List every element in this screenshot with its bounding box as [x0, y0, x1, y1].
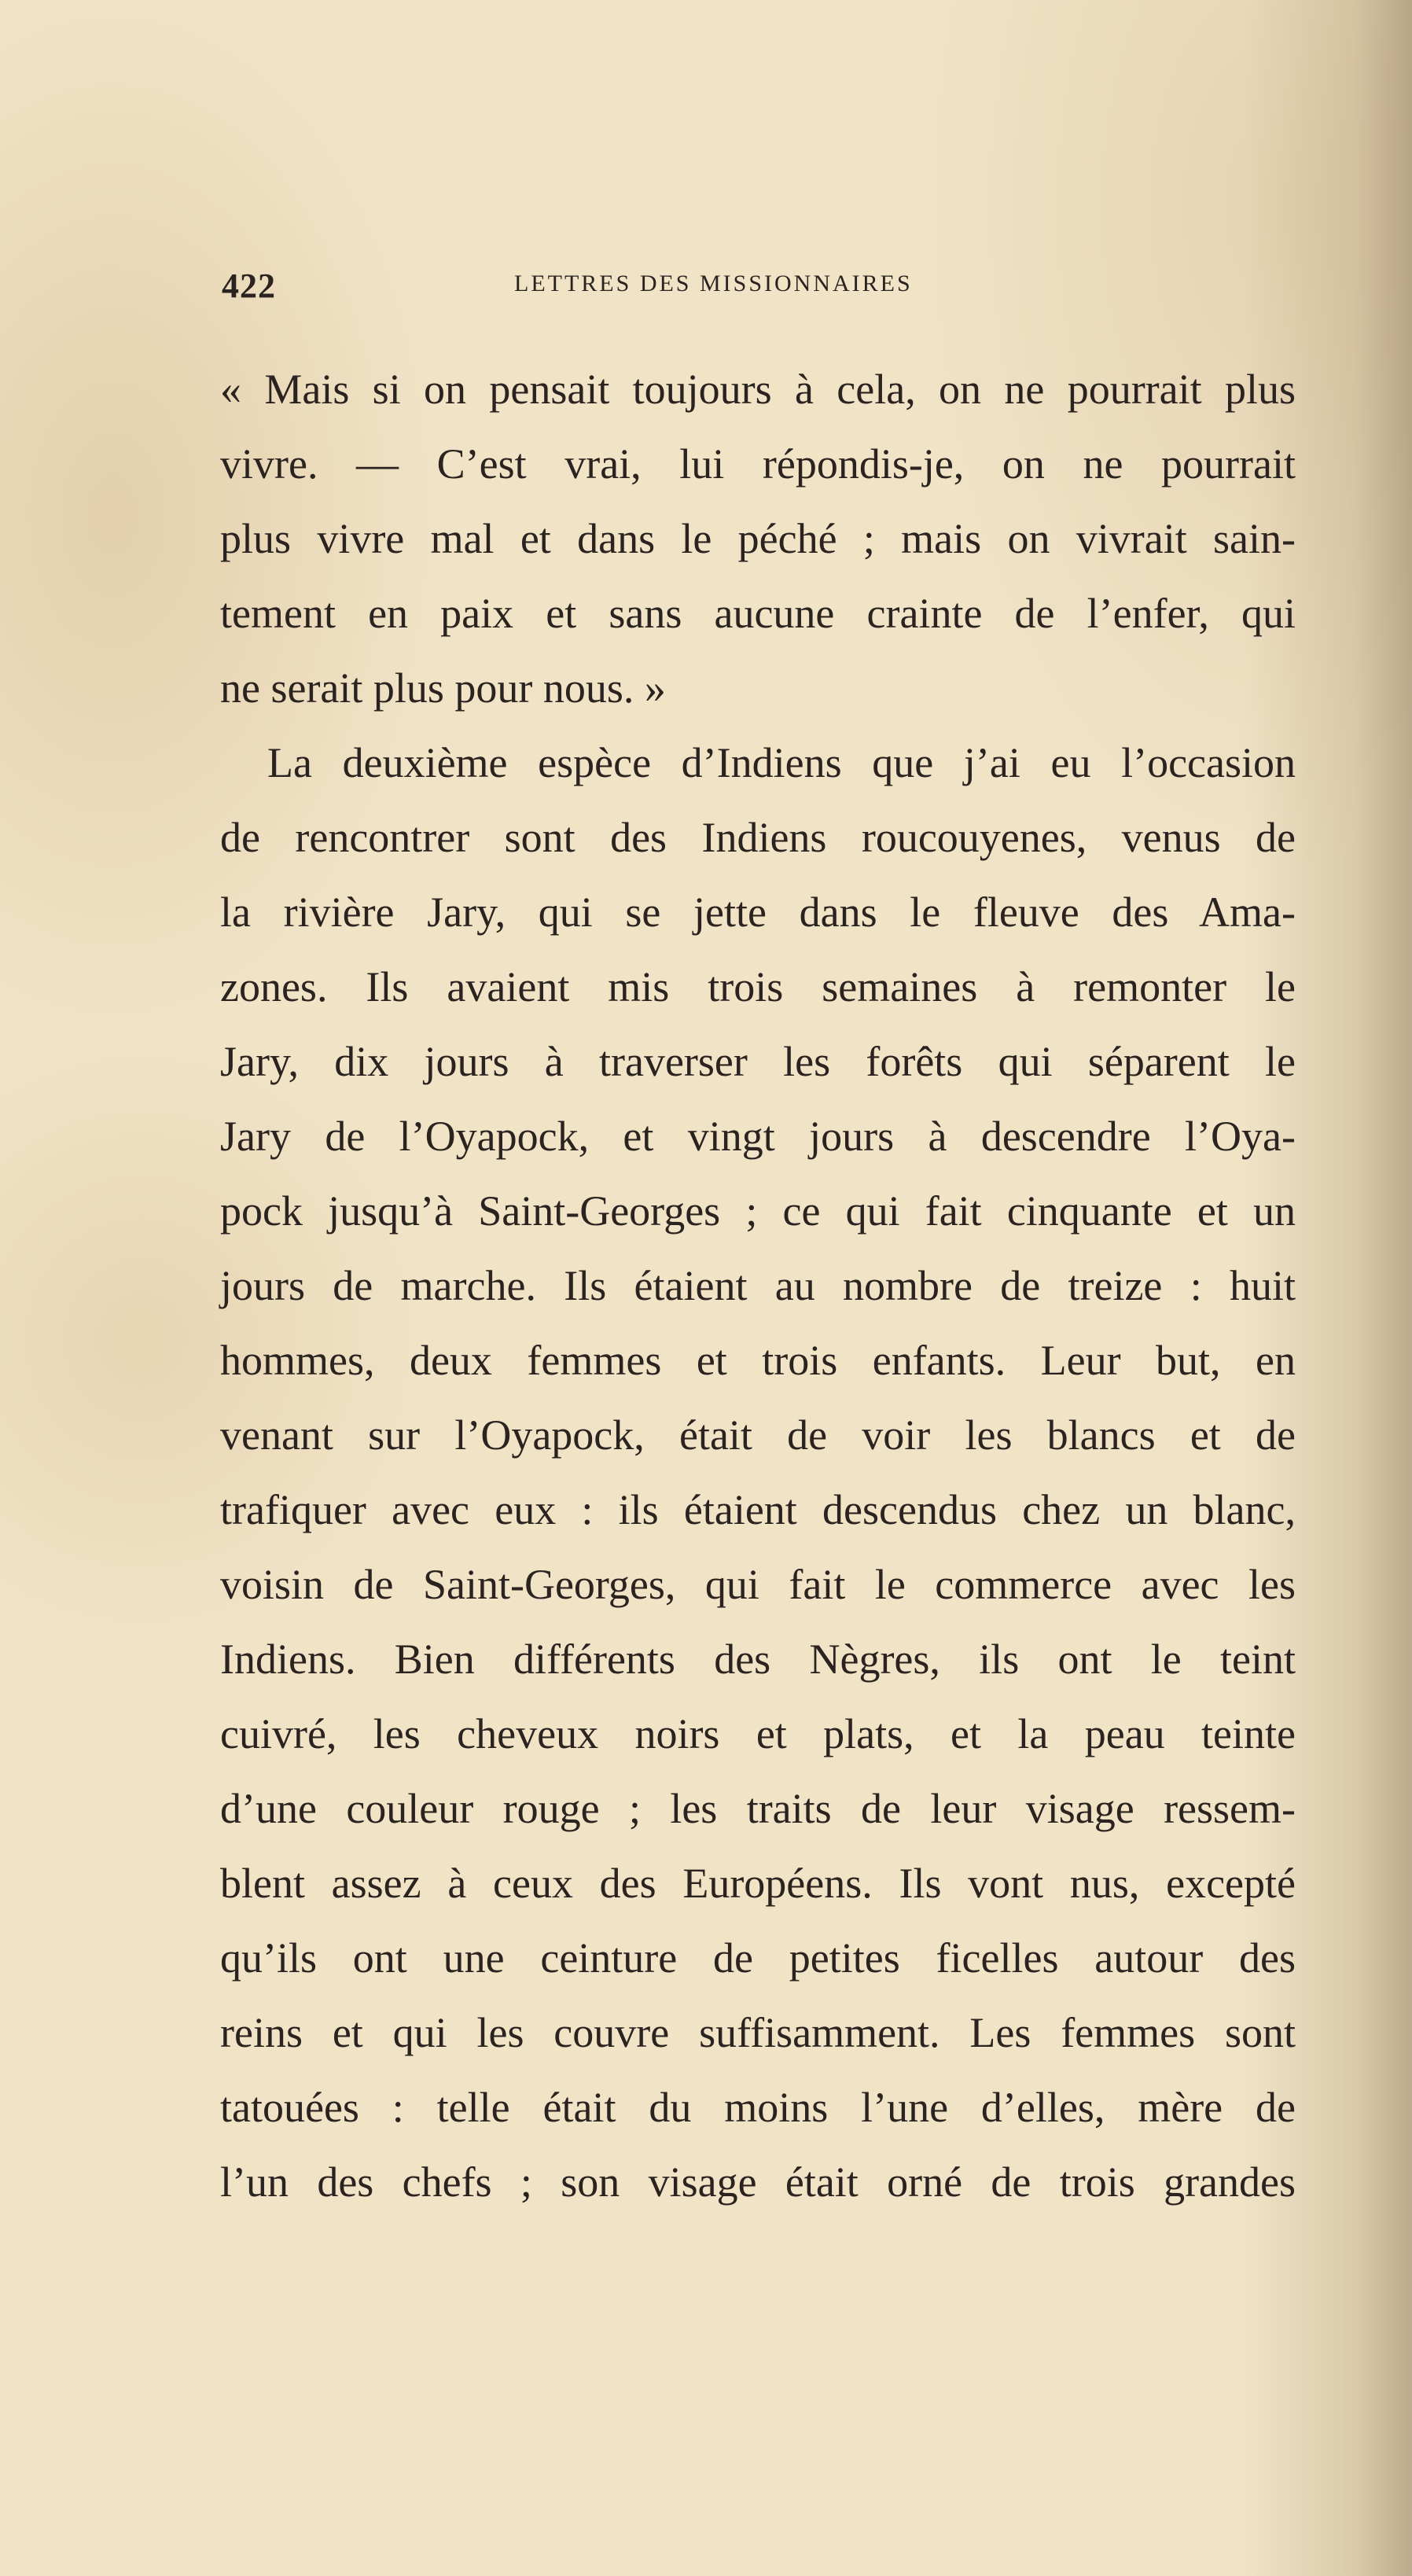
text-line: tatouées : telle était du moins l’une d’elles, mère de [220, 2084, 1296, 2131]
text-line: Indiens. Bien différents des Nègres, ils ont le teint [220, 1636, 1296, 1683]
text-line: venant sur l’Oyapock, était de voir les blancs et de [220, 1411, 1296, 1459]
text-line: trafiquer avec eux : ils étaient descendus chez un blanc, [220, 1486, 1296, 1533]
text-line: cuivré, les cheveux noirs et plats, et la peau teinte [220, 1710, 1296, 1757]
text-line: zones. Ils avaient mis trois semaines à remonter le [220, 963, 1296, 1010]
running-title: LETTRES DES MISSIONNAIRES [514, 270, 913, 296]
text-line: Jary, dix jours à traverser les forêts qui séparent le [220, 1038, 1296, 1085]
text-line: La deuxième espèce d’Indiens que j’ai eu l’occasion [267, 739, 1296, 786]
text-line: de rencontrer sont des Indiens roucouyenes, venus de [220, 814, 1296, 861]
text-line: vivre. — C’est vrai, lui répondis-je, on ne pourrait [220, 440, 1296, 488]
text-line: d’une couleur rouge ; les traits de leur visage ressem- [220, 1785, 1296, 1832]
text-line: la rivière Jary, qui se jette dans le fleuve des Ama- [220, 889, 1296, 936]
text-line: qu’ils ont une ceinture de petites ficelles autour des [220, 1934, 1296, 1982]
page-header [222, 266, 1291, 313]
text-line: Jary de l’Oyapock, et vingt jours à descendre l’Oya- [220, 1113, 1296, 1160]
text-line: hommes, deux femmes et trois enfants. Leur but, en [220, 1337, 1296, 1384]
text-line: jours de marche. Ils étaient au nombre de treize : huit [220, 1262, 1296, 1309]
text-line: tement en paix et sans aucune crainte de l’enfer, qui [220, 590, 1296, 637]
text-line: voisin de Saint-Georges, qui fait le commerce avec les [220, 1561, 1296, 1608]
text-line: pock jusqu’à Saint-Georges ; ce qui fait cinquante et un [220, 1187, 1296, 1235]
text-line: reins et qui les couvre suffisamment. Les femmes sont [220, 2009, 1296, 2056]
text-line: ne serait plus pour nous. » [220, 664, 666, 712]
text-line: « Mais si on pensait toujours à cela, on ne pourrait plus [220, 366, 1296, 413]
text-line: l’un des chefs ; son visage était orné de trois grandes [220, 2158, 1296, 2206]
page-number: 422 [222, 267, 276, 305]
body-text [220, 352, 1296, 2220]
text-line: blent assez à ceux des Européens. Ils vont nus, excepté [220, 1860, 1296, 1907]
text-line: plus vivre mal et dans le péché ; mais on vivrait sain- [220, 515, 1296, 562]
